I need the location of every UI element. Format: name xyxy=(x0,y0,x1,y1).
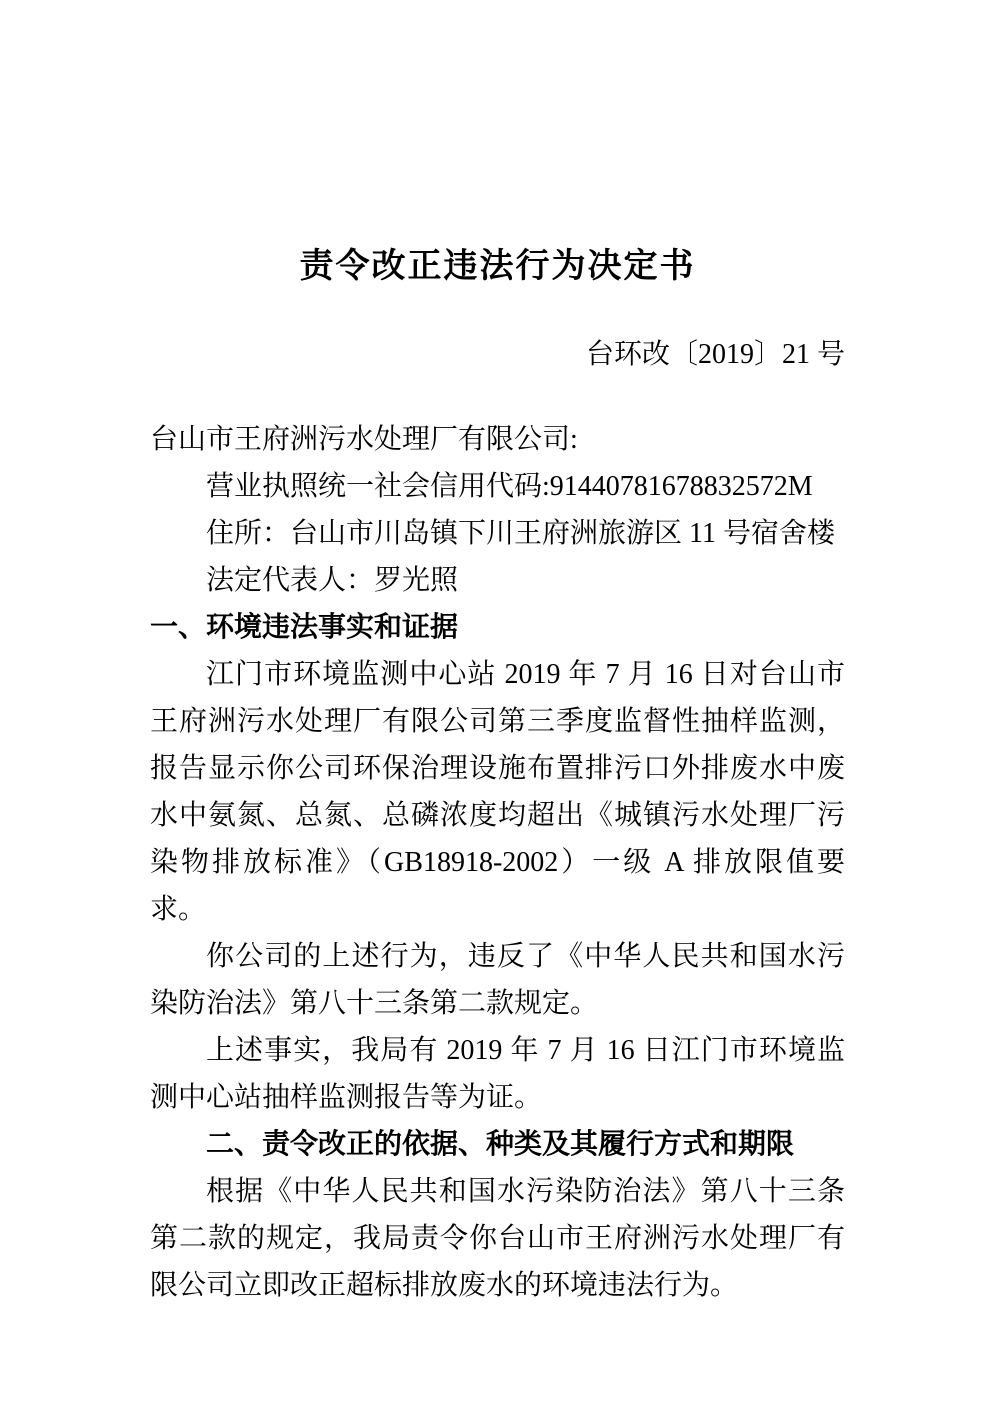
document-content xyxy=(150,0,845,1309)
section-1-paragraph-2: 你公司的上述行为，违反了《中华人民共和国水污染防治法》第八十三条第二款规定。 xyxy=(150,941,845,1019)
section-2-heading: 二、责令改正的依据、种类及其履行方式和期限 xyxy=(206,1129,795,1160)
section-2-paragraph-1: 根据《中华人民共和国水污染防治法》第八十三条第二款的规定，我局责令你台山市王府洲污水处理厂有限公司立即改正超标排放废水的环境违法行为。 xyxy=(150,1176,845,1301)
section-1-paragraph-3: 上述事实，我局有 2019 年 7 月 16 日江门市环境监测中心站抽样监测报告等为证。 xyxy=(150,1035,845,1113)
section-1-paragraph-1: 江门市环境监测中心站 2019 年 7 月 16 日对台山市王府洲污水处理厂有限公司第三季度监督性抽样监测，报告显示你公司环保治理设施布置排污口外排废水中废水中氨氮、总氮、总磷浓度均超出《城镇污水处理厂污染物排放标准》（GB18918-2002）一级 A 排放限值要求。 xyxy=(150,659,845,925)
document-body xyxy=(150,416,845,1309)
section-1-heading: 一、环境违法事实和证据 xyxy=(150,612,459,643)
address-line: 住所：台山市川岛镇下川王府洲旅游区 11 号宿舍楼 xyxy=(206,518,835,549)
credit-code-line: 营业执照统一社会信用代码:91440781678832572M xyxy=(206,471,813,502)
recipient-line: 台山市王府洲污水处理厂有限公司: xyxy=(150,424,578,455)
document-title: 责令改正违法行为决定书 xyxy=(299,248,696,285)
document-number: 台环改〔2019〕21 号 xyxy=(585,339,845,370)
legal-representative-line: 法定代表人：罗光照 xyxy=(206,565,459,596)
